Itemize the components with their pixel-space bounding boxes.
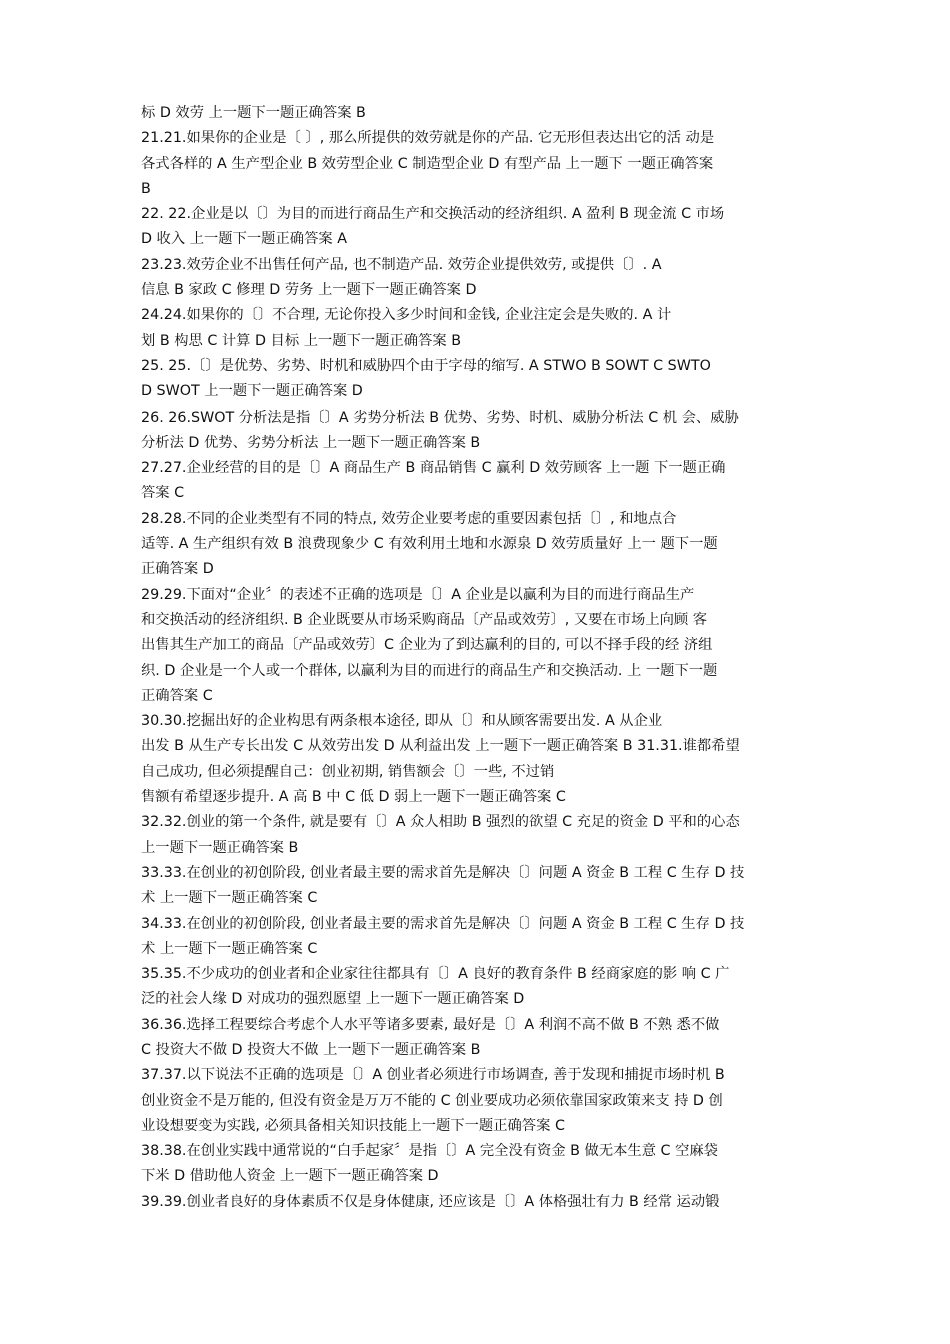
text-line: 术 上一题下一题正确答案 C [141, 890, 318, 907]
text-line: 27.27.企业经营的目的是〔〕A 商品生产 B 商品销售 C 赢利 D 效劳顾客 上一题 下一题正确 [141, 460, 726, 477]
text-line: 22. 22.企业是以〔〕为目的而进行商品生产和交换活动的经济组织. A 盈利 B 现金流 C 市场 [141, 206, 725, 223]
text-line: 35.35.不少成功的创业者和企业家往往都具有〔〕A 良好的教育条件 B 经商家庭的影 响 C 广 [141, 966, 730, 983]
text-line: 29.29.下面对“企业〞的表述不正确的选项是〔〕A 企业是以赢利为目的而进行商品生产 [141, 586, 695, 603]
text-line: D 收入 上一题下一题正确答案 A [141, 231, 347, 248]
text-line: 38.38.在创业实践中通常说的“白手起家〞是指〔〕A 完全没有资金 B 做无本生意 C 空麻袋 [141, 1143, 718, 1160]
text-line: 26. 26.SWOT 分析法是指〔〕A 劣势分析法 B 优势、劣势、时机、威胁分析法 C 机 会、威胁 [141, 409, 739, 426]
text-line: D SWOT 上一题下一题正确答案 D [141, 383, 363, 400]
document-body [141, 101, 823, 1215]
text-line: 标 D 效劳 上一题下一题正确答案 B [141, 105, 366, 121]
text-line: 售额有希望逐步提升. A 高 B 中 C 低 D 弱上一题下一题正确答案 C [141, 789, 566, 806]
text-line: 36.36.选择工程要综合考虑个人水平等诸多要素, 最好是〔〕A 利润不高不做 B 不熟 悉不做 [141, 1016, 720, 1033]
text-line: 各式各样的 A 生产型企业 B 效劳型企业 C 制造型企业 D 有型产品 上一题下 一题正确答案 [141, 155, 714, 172]
text-line: 术 上一题下一题正确答案 C [141, 940, 318, 957]
text-line: 业设想要变为实践, 必须具备相关知识技能上一题下一题正确答案 C [141, 1117, 565, 1134]
text-line: 39.39.创业者良好的身体素质不仅是身体健康, 还应该是〔〕A 体格强壮有力 B 经常 运动锻 [141, 1193, 720, 1210]
text-line: 适等. A 生产组织有效 B 浪费现象少 C 有效利用土地和水源泉 D 效劳质量好 上一 题下一题 [141, 536, 718, 553]
text-line: 出售其生产加工的商品〔产品或效劳〕C 企业为了到达赢利的目的, 可以不择手段的经 济组 [141, 637, 713, 654]
text-line: 21.21.如果你的企业是〔 〕, 那么所提供的效劳就是你的产品. 它无形但表达出它的活 动是 [141, 130, 715, 147]
text-line: 24.24.如果你的〔〕不合理, 无论你投入多少时间和金钱, 企业注定会是失败的. A 计 [141, 307, 672, 324]
text-line: 30.30.挖掘出好的企业构思有两条根本途径, 即从〔〕和从顾客需要出发. A 从企业 [141, 713, 663, 730]
text-line: 正确答案 C [141, 687, 213, 704]
text-line: 和交换活动的经济组织. B 企业既要从市场采购商品〔产品或效劳〕, 又要在市场上向顾 客 [141, 611, 708, 628]
text-line: 正确答案 D [141, 561, 214, 578]
text-line: 答案 C [141, 485, 185, 502]
text-line: 33.33.在创业的初创阶段, 创业者最主要的需求首先是解决〔〕问题 A 资金 B 工程 C 生存 D 技 [141, 864, 745, 881]
text-line: 创业资金不是万能的, 但没有资金是万万不能的 C 创业要成功必须依靠国家政策来支 持 D 创 [141, 1092, 723, 1109]
text-line: 32.32.创业的第一个条件, 就是要有〔〕A 众人相助 B 强烈的欲望 C 充足的资金 D 平和的心态 [141, 814, 740, 831]
text-line: 23.23.效劳企业不出售任何产品, 也不制造产品. 效劳企业提供效劳, 或提供〔〕. A [141, 256, 662, 273]
text-line: B [141, 180, 151, 197]
text-line: C 投资大不做 D 投资大不做 上一题下一题正确答案 B [141, 1041, 481, 1058]
text-line: 出发 B 从生产专长出发 C 从效劳出发 D 从利益出发 上一题下一题正确答案 B 31.31.谁都希望 [141, 738, 740, 755]
text-line: 泛的社会人缘 D 对成功的强烈愿望 上一题下一题正确答案 D [141, 991, 525, 1008]
text-line: 信息 B 家政 C 修理 D 劳务 上一题下一题正确答案 D [141, 282, 477, 299]
text-line: 织. D 企业是一个人或一个群体, 以赢利为目的而进行的商品生产和交换活动. 上 一题下一题 [141, 662, 718, 679]
text-line: 34.33.在创业的初创阶段, 创业者最主要的需求首先是解决〔〕问题 A 资金 B 工程 C 生存 D 技 [141, 915, 745, 932]
text-line: 下米 D 借助他人资金 上一题下一题正确答案 D [141, 1168, 439, 1185]
text-line: 25. 25.〔〕是优势、劣势、时机和威胁四个由于字母的缩写. A STWO B SOWT C SWTO [141, 357, 711, 374]
text-line: 划 B 构思 C 计算 D 目标 上一题下一题正确答案 B [141, 332, 462, 349]
text-line: 28.28.不同的企业类型有不同的特点, 效劳企业要考虑的重要因素包括〔〕, 和地点合 [141, 510, 677, 527]
text-line: 自己成功, 但必须提醒自己：创业初期, 销售额会〔〕一些, 不过销 [141, 763, 555, 780]
text-line: 37.37.以下说法不正确的选项是〔〕A 创业者必须进行市场调查, 善于发现和捕捉市场时机 B [141, 1067, 725, 1084]
text-line: 分析法 D 优势、劣势分析法 上一题下一题正确答案 B [141, 434, 481, 451]
text-line: 上一题下一题正确答案 B [141, 839, 299, 856]
